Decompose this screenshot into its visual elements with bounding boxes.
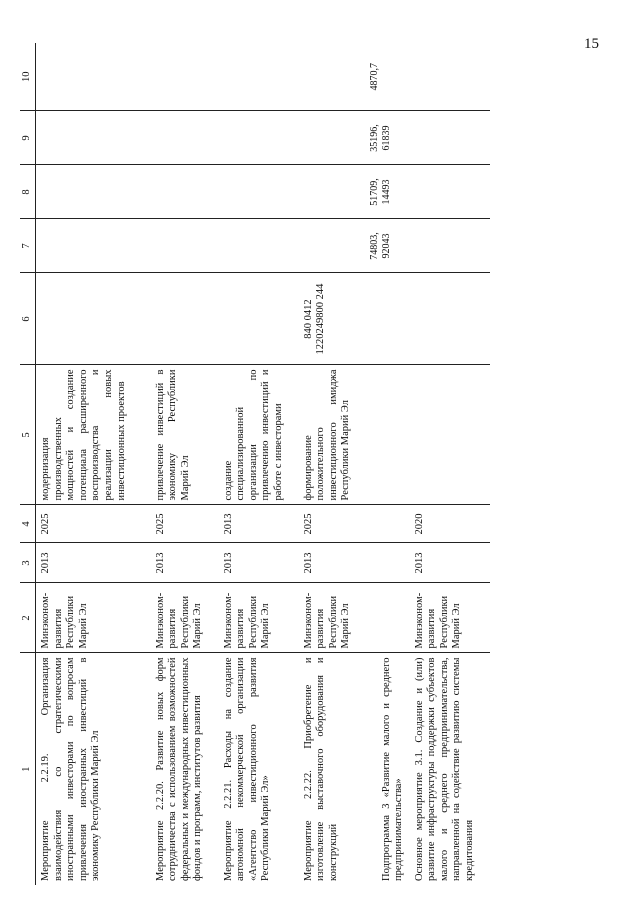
table-row — [299, 43, 367, 885]
page-number: 15 — [584, 36, 599, 52]
end-year: 2025 — [151, 505, 219, 543]
funding-value — [219, 165, 299, 219]
column-number: 9 — [20, 111, 36, 165]
funding-total: 74803, 92043 — [367, 219, 410, 273]
program-table — [20, 43, 490, 885]
column-number: 7 — [20, 219, 36, 273]
expected-result — [410, 365, 490, 505]
measure-name: Основное мероприятие 3.1. Создание и (или) развитие инфраструктуры поддержки субъектов малого и среднего предпринимательства, направленной на содействие развитию системы кредитования — [413, 657, 476, 881]
start-year: 2013 — [151, 543, 219, 583]
start-year: 2013 — [36, 543, 151, 583]
responsible-executor: Минэконом-развития Республики Марий Эл — [299, 583, 367, 653]
funding-value — [299, 165, 367, 219]
subprogram-title: Подпрограмма 3 «Развитие малого и среднего предпринимательства» — [380, 657, 405, 881]
funding-value — [36, 111, 151, 165]
funding-value — [36, 219, 151, 273]
responsible-executor: Минэконом-развития Республики Марий Эл — [151, 583, 219, 653]
column-number-row — [20, 43, 36, 885]
funding-value — [36, 165, 151, 219]
start-year: 2013 — [219, 543, 299, 583]
funding-value — [151, 111, 219, 165]
column-number: 10 — [20, 43, 36, 111]
measure-name: Мероприятие 2.2.20. Развитие новых форм сотрудничества с использованием возможностей федеральных и международных инвестиционных фондов и программ, институтов развития — [154, 657, 204, 881]
funding-value — [299, 43, 367, 111]
funding-value — [219, 43, 299, 111]
funding-total: 35196, 61839 — [367, 111, 410, 165]
budget-code — [410, 273, 490, 365]
funding-value — [151, 219, 219, 273]
expected-result — [367, 365, 410, 505]
funding-value — [36, 43, 151, 111]
funding-value — [151, 43, 219, 111]
funding-value — [219, 219, 299, 273]
measure-name: Мероприятие 2.2.19. Организация взаимодействия со стратегическими иностранными инвесторами по вопросам привлечения иностранных инвестиций в экономику Республики Марий Эл — [40, 657, 102, 881]
table-row — [36, 43, 151, 885]
end-year — [367, 505, 410, 543]
start-year — [367, 543, 410, 583]
table-row — [219, 43, 299, 885]
funding-total: 51709, 14493 — [367, 165, 410, 219]
expected-result: привлечение инвестиций в экономику Республики Марий Эл — [151, 365, 219, 505]
column-number: 6 — [20, 273, 36, 365]
funding-value — [410, 43, 490, 111]
funding-value — [410, 219, 490, 273]
end-year: 2025 — [36, 505, 151, 543]
column-number: 5 — [20, 365, 36, 505]
column-number: 4 — [20, 505, 36, 543]
expected-result: модернизация производственных мощностей и создание потенциала расширенного воспроизводства и реализации новых инвестиционных проектов — [36, 365, 151, 505]
column-number: 3 — [20, 543, 36, 583]
expected-result: формирование положительного инвестиционного имиджа Республики Марий Эл — [299, 365, 367, 505]
budget-code — [36, 273, 151, 365]
measure-name: Мероприятие 2.2.22. Приобретение и изготовление выставочного оборудования и конструкций — [302, 657, 339, 881]
responsible-executor: Минэконом-развития Республики Марий Эл — [36, 583, 151, 653]
budget-code — [151, 273, 219, 365]
responsible-executor: Минэконом-развития Республики Марий Эл — [410, 583, 490, 653]
budget-code — [367, 273, 410, 365]
measure-name: Мероприятие 2.2.21. Расходы на создание автономной некоммерческой организации «Агентство инвестиционного развития Республики Марий Эл» — [222, 657, 272, 881]
funding-value — [219, 111, 299, 165]
subprogram-row — [367, 43, 410, 885]
expected-result: создание специализированной организации по привлечению инвестиций и работе с инвесторами — [219, 365, 299, 505]
responsible-executor — [367, 583, 410, 653]
end-year: 2013 — [219, 505, 299, 543]
table-row — [151, 43, 219, 885]
responsible-executor: Минэконом-развития Республики Марий Эл — [219, 583, 299, 653]
rotated-table-container — [20, 43, 560, 885]
budget-code: 840 0412 1220249800 244 — [299, 273, 367, 365]
end-year: 2025 — [299, 505, 367, 543]
start-year: 2013 — [410, 543, 490, 583]
funding-value — [151, 165, 219, 219]
column-number: 1 — [20, 653, 36, 885]
column-number: 8 — [20, 165, 36, 219]
funding-value — [299, 111, 367, 165]
funding-value — [410, 165, 490, 219]
end-year: 2020 — [410, 505, 490, 543]
column-number: 2 — [20, 583, 36, 653]
budget-code — [219, 273, 299, 365]
table-row — [410, 43, 490, 885]
funding-value — [410, 111, 490, 165]
funding-value — [299, 219, 367, 273]
start-year: 2013 — [299, 543, 367, 583]
funding-total: 4870,7 — [367, 43, 410, 111]
